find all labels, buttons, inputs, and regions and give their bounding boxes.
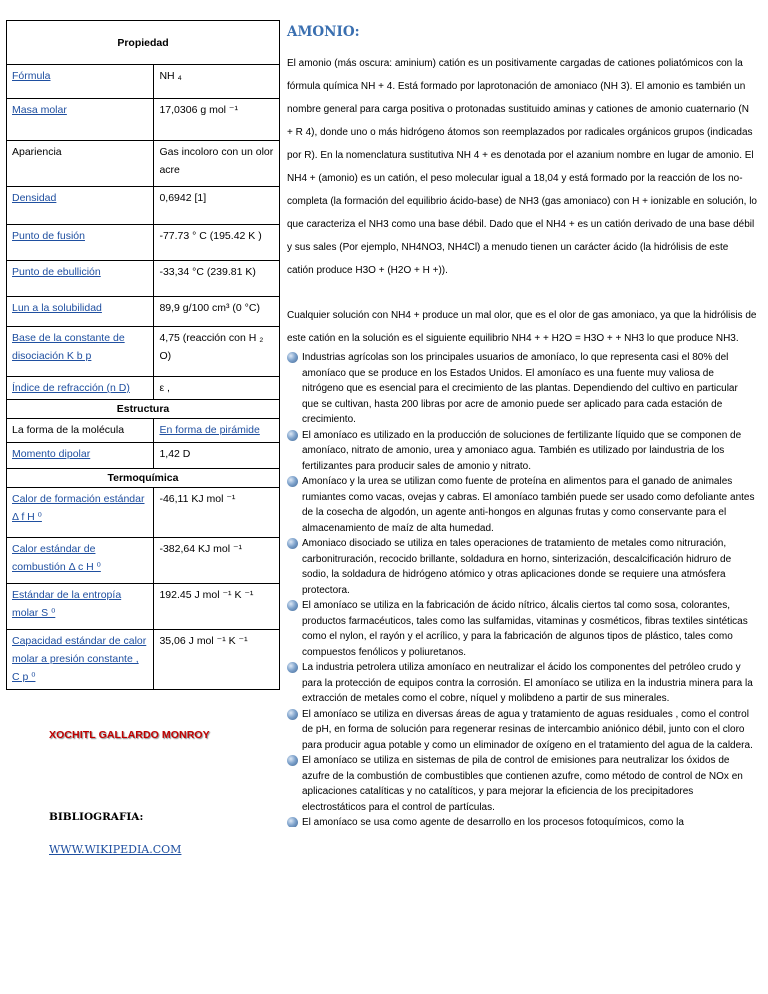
- list-item-text: El amoníaco es utilizado en la producción de soluciones de fertilizante líquido que se componen de amoníaco, nitrato de amonio, urea y amoniaco agua. También es utilizado por laindustria de los fertilizantes para producir sales de amonio y nitrato.: [302, 429, 742, 472]
- author-name: XOCHITL GALLARDO MONROY: [49, 729, 210, 741]
- property-value: 17,0306 g mol ⁻¹: [159, 104, 238, 116]
- property-label[interactable]: Índice de refracción (n D): [12, 382, 130, 394]
- property-value: 35,06 J mol ⁻¹ K ⁻¹: [159, 635, 248, 647]
- property-value[interactable]: En forma de pirámide: [159, 424, 260, 436]
- list-item: [287, 428, 757, 475]
- list-item: [287, 598, 757, 660]
- article-title: AMONIO:: [287, 24, 360, 40]
- property-label[interactable]: Punto de fusión: [12, 230, 85, 242]
- list-item-text: El amoníaco se usa como agente de desarrollo en los procesos fotoquímicos, como la: [302, 817, 684, 827]
- property-label[interactable]: Momento dipolar: [12, 448, 91, 460]
- table-row: [7, 225, 280, 261]
- table-row: [7, 488, 280, 538]
- list-item: [287, 707, 757, 754]
- property-label[interactable]: Densidad: [12, 192, 57, 204]
- property-label[interactable]: Calor estándar de combustión Δ c H ⁰: [12, 543, 101, 573]
- property-label[interactable]: Calor de formación estándar Δ f H ⁰: [12, 493, 145, 523]
- bibliography-title: BIBLIOGRAFIA:: [49, 811, 144, 823]
- list-item-text: El amoníaco se utiliza en diversas áreas de agua y tratamiento de aguas residuales , como el control de pH, en forma de solución para regenerar resinas de intercambio aniónico débil, junto con el cloro para producir agua potable y como un eliminador de oxígeno en el tratamiento del agua de la caldera.: [302, 708, 753, 751]
- bullet-icon: [287, 709, 298, 720]
- list-item: [287, 350, 757, 428]
- property-value: NH ₄: [159, 70, 182, 82]
- table-header-row: [7, 21, 280, 65]
- bullet-icon: [287, 817, 298, 827]
- property-label[interactable]: Capacidad estándar de calor molar a presión constante , C p ⁰: [12, 635, 147, 683]
- property-label: Apariencia: [12, 146, 62, 158]
- property-value: Gas incoloro con un olor acre: [159, 146, 274, 176]
- property-value: -77.73 ° C (195.42 K ): [159, 230, 262, 242]
- table-row: [7, 141, 280, 187]
- structure-section-header: Estructura: [7, 400, 280, 419]
- list-item: [287, 536, 757, 598]
- table-row: [7, 443, 280, 469]
- thermo-section-header: Termoquímica: [7, 469, 280, 488]
- property-value: 4,75 (reacción con H ₂ O): [159, 332, 264, 362]
- table-row: [7, 187, 280, 225]
- property-value: 192.45 J mol ⁻¹ K ⁻¹: [159, 589, 254, 601]
- property-label[interactable]: Base de la constante de disociación K b p: [12, 332, 125, 362]
- table-header: Propiedad: [7, 21, 280, 65]
- list-item-text: El amoníaco se utiliza en la fabricación de ácido nítrico, álcalis ciertos tal como sosa, colorantes, productos farmacéuticos, tales como las sulfamidas, vitaminas y cosméticos, fibras textiles sintéticas como el nylon, el rayón y el acrílico, y para la fabricación de algunos tipos de plástico, tales como compuestos fenólicos y poliuretanos.: [302, 600, 748, 658]
- table-row: [7, 419, 280, 443]
- article-paragraph-2: Cualquier solución con NH4 + produce un mal olor, que es el olor de gas amoniaco, ya que la hidrólisis de este catión en la solución es el siguiente equilibrio NH4 + + H2O = H3O + + NH3 lo que produce NH3.: [287, 310, 757, 344]
- bullet-icon: [287, 662, 298, 673]
- property-label[interactable]: Fórmula: [12, 70, 51, 82]
- table-row: [7, 297, 280, 327]
- property-value: -46,11 KJ mol ⁻¹: [159, 493, 236, 505]
- property-value: -382,64 KJ mol ⁻¹: [159, 543, 243, 555]
- table-row: [7, 584, 280, 630]
- property-value: 1,42 D: [159, 448, 191, 460]
- article-paragraph-1: El amonio (más oscura: aminium) catión es un positivamente cargadas de cationes poliatómicos con la fórmula química NH + 4. Está formado por laprotonación de amoniaco (NH 3). El amonio es también un nombre general para carga positiva o protonadas sustituido aminas y cationes de amonio cuaternario (N + R 4), donde uno o más hidrógeno átomos son reemplazados por radicales orgánicos grupos (indicadas por R). En la nomenclatura sustitutiva NH 4 + es denotada por el azanium nombre en lugar de amonio. El NH4 + (amonio) es un catión, el peso molecular igual a 18,04 y está formado por la reacción de los no-completa (la formación del equilibrio ácido-base) de NH3 (gas amoniaco) con H + ionizable en solución, lo que caracteriza el NH3 como una base débil. Dado que el NH4 + es un catión derivado de una base débil y sus sales (Por ejemplo, NH4NO3, NH4Cl) a menudo tienen un carácter ácido (la hidrólisis de este catión produce H3O + (H2O + H +)).: [287, 58, 757, 276]
- bullet-icon: [287, 352, 298, 363]
- bullet-icon: [287, 476, 298, 487]
- property-label[interactable]: Punto de ebullición: [12, 266, 101, 278]
- property-value: -33,34 °C (239.81 K): [159, 266, 256, 278]
- property-value: 0,6942 [1]: [159, 192, 207, 204]
- list-item: [287, 660, 757, 707]
- article: [287, 24, 757, 827]
- table-row: [7, 261, 280, 297]
- property-label[interactable]: Lun a la solubilidad: [12, 302, 102, 314]
- property-value: 89,9 g/100 cm³ (0 °C): [159, 302, 260, 314]
- thermo-section-header-row: [7, 469, 280, 488]
- bibliography-link[interactable]: WWW.WIKIPEDIA.COM: [49, 843, 182, 856]
- list-item-text: El amoníaco se utiliza en sistemas de pila de control de emisiones para neutralizar los óxidos de azufre de la combustión de combustibles que contienen azufre, como método de control de NOx en aplicaciones catalíticas y no catalíticos, y para mejorar la eficiencia de los precipitadores electrostáticos para el control de partículas.: [302, 755, 743, 813]
- list-item-text: La industria petrolera utiliza amoníaco en neutralizar el ácido los componentes del petróleo crudo y para la protección de equipos contra la corrosión. El amoníaco se utiliza en la industria minera para la extracción de metales como el cobre, níquel y molibdeno a partir de sus minerales.: [302, 662, 753, 704]
- uses-list: [287, 350, 757, 827]
- properties-table: [6, 20, 280, 690]
- list-item-text: Amoniaco disociado se utiliza en tales operaciones de tratamiento de metales como nitruración, carbonitruración, recocido brillante, soldadura en horno, sinterización, descalcificación hidruro de sodio, la soldadura de hidrógeno atómico y otras aplicaciones donde se requiere una atmósfera protectora.: [302, 538, 732, 596]
- bullet-icon: [287, 755, 298, 766]
- table-row: [7, 99, 280, 141]
- list-item-text: Amoníaco y la urea se utilizan como fuente de proteína en alimentos para el ganado de animales rumiantes como vacas, ovejas y cabras. El amoníaco también puede ser usado como defoliante antes de la cosecha de algodón, un agente anti-hongos en algunas frutas y como conservante para el almacenamiento de maíz de alta humedad.: [302, 476, 755, 534]
- bullet-icon: [287, 538, 298, 549]
- bullet-icon: [287, 600, 298, 611]
- list-item: [287, 815, 757, 827]
- table-row: [7, 538, 280, 584]
- property-value: ε ,: [159, 382, 170, 394]
- list-item: [287, 474, 757, 536]
- bullet-icon: [287, 430, 298, 441]
- property-label[interactable]: Estándar de la entropía molar S ⁰: [12, 589, 122, 619]
- list-item-text: Industrias agrícolas son los principales usuarios de amoníaco, lo que representa casi el 80% del amoníaco que se produce en los Estados Unidos. El amoníaco es una fuente muy valiosa de nitrógeno que es esencial para el crecimiento de las plantas. Dependiendo del cultivo en particular que se cultivan, hasta 200 libras por acre de amonio puede ser aplicado para cada estación de crecimiento.: [302, 352, 738, 425]
- property-label[interactable]: Masa molar: [12, 104, 67, 116]
- table-row: [7, 377, 280, 400]
- structure-section-header-row: [7, 400, 280, 419]
- list-item: [287, 753, 757, 815]
- property-label: La forma de la molécula: [12, 424, 125, 436]
- table-row: [7, 65, 280, 99]
- table-row: [7, 327, 280, 377]
- table-row: [7, 630, 280, 690]
